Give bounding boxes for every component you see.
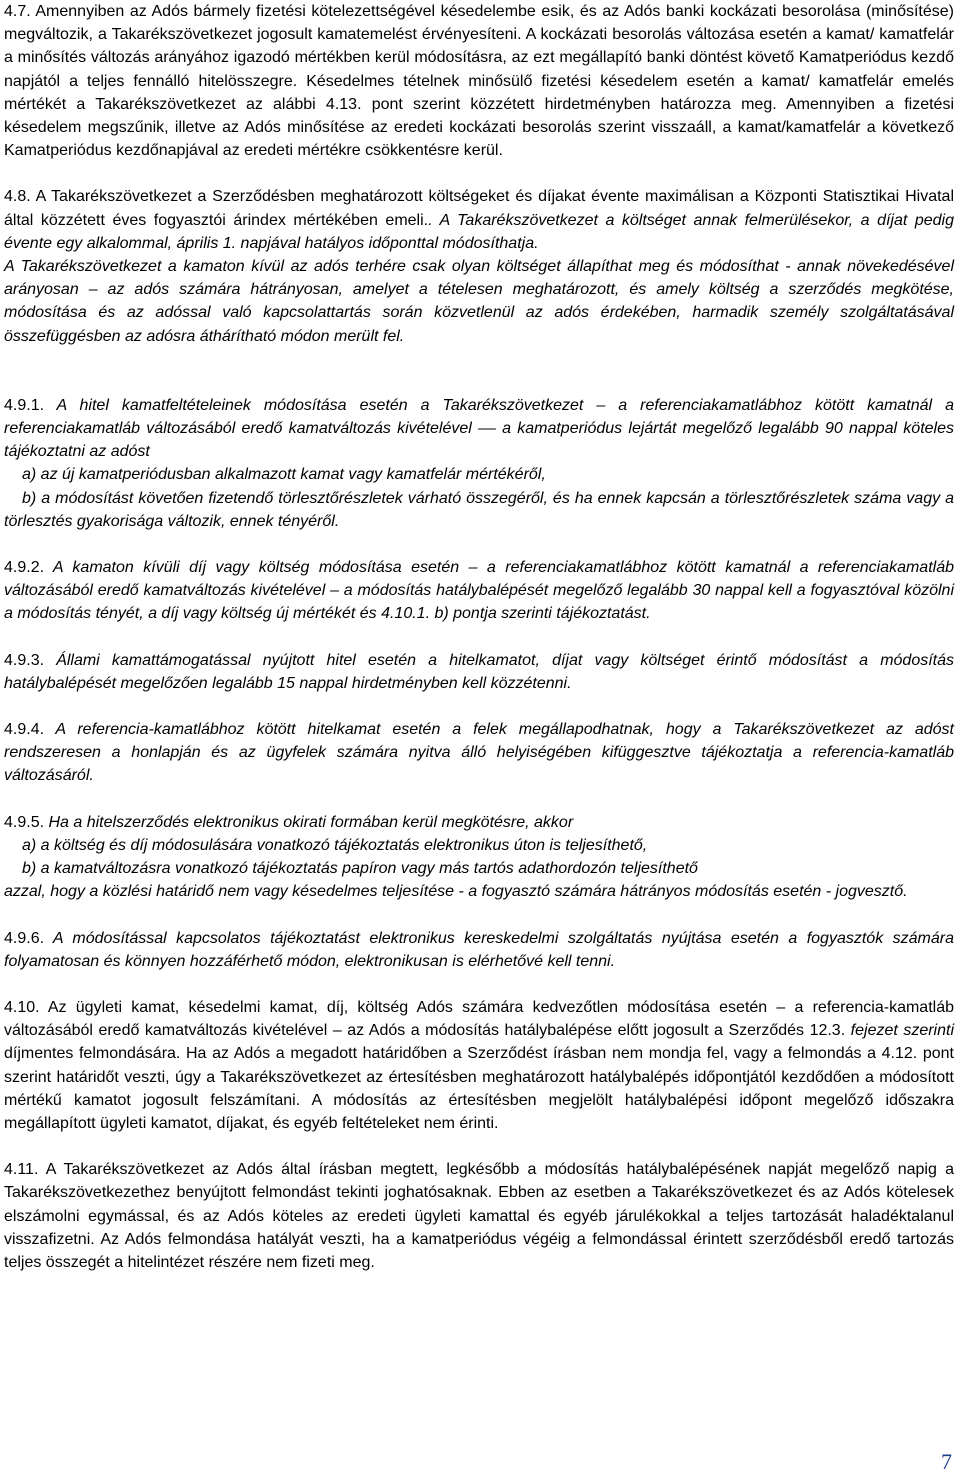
paragraph-4-9-1-item-b: b) a módosítást követően fizetendő törlesztőrészletek várható összegéről, és ha ennek kapcsán a törlesztőrészletek száma vagy a törlesztés gyakorisága változik, ennek tényéről. (4, 489, 954, 530)
paragraph-4-8-text: 4.8. A Takarékszövetkezet a Szerződésben meghatározott költségeket és díjakat évente maximálisan a Központi Statisztikai Hivatal által közzétett éves fogyasztói árindex mértékében emeli. (4, 188, 954, 229)
spacer (4, 973, 954, 996)
paragraph-4-9-5-text: Ha a hitelszerződés elektronikus okirati formában kerül megkötésre, akkor (44, 813, 574, 831)
paragraph-4-7: 4.7. Amennyiben az Adós bármely fizetési kötelezettségével késedelembe esik, és az Adós banki kockázati besorolása (minősítése) megváltozik, a Takarékszövetkezet jogosult kamatemelést érvényesíteni. A kockázati besorolás változása esetén a kamat/ kamatfelár a minősítés változás arányához igazodó mértékben kerül módosításra, az ezt megállapító banki döntést követő Kamatperiódus kezdő napjától a teljes fennálló hitelösszegre. Késedelmes tételnek minősülő fizetési késedelem esetén a kamat/ kamatfelár emelés mértékét a Takarékszövetkezet az alábbi 4.13. pont szerint közzétett hirdetményben határozza meg. Amennyiben a fizetési késedelem megszűnik, illetve az Adós minősítése az eredeti kockázati besorolás szerint visszaáll, a kamat/kamatfelár a következő Kamatperiódus kezdőnapjával az eredeti mértékre csökkentésre kerül. (4, 3, 954, 160)
spacer (4, 626, 954, 649)
spacer (4, 695, 954, 718)
paragraph-4-9-6 (4, 927, 954, 973)
paragraph-4-9-1-number: 4.9.1. (4, 396, 45, 414)
spacer (4, 533, 954, 556)
paragraph-4-8-cost-rule: A Takarékszövetkezet a kamaton kívül az adós terhére csak olyan költséget állapíthat meg és módosíthat - annak növekedésével arányosan – az adós számára hátrányosan, amelyet a tételesen meghatározott, és amely költség a szerződés megkötése, módosítása és az adóssal való kapcsolattartás során közvetlenül az adós érdekében, harmadik személy szolgáltatásával összefüggésben az adósra áthárítható módon merült fel. (4, 258, 954, 345)
spacer (4, 1135, 954, 1158)
paragraph-4-9-4 (4, 718, 954, 788)
paragraph-4-8 (4, 185, 954, 255)
paragraph-4-9-6-number: 4.9.6. (4, 929, 45, 947)
paragraph-4-9-6-text: A módosítással kapcsolatos tájékoztatást elektronikus kereskedelmi szolgáltatás nyújtása esetén a fogyasztók számára folyamatosan és könnyen hozzáférhető módon, elektronikusan is elérhetővé kell tenni. (4, 929, 954, 970)
page-number: 7 (941, 1449, 952, 1474)
paragraph-4-9-3 (4, 649, 954, 695)
paragraph-4-9-2-text: A kamaton kívüli díj vagy költség módosítása esetén – a referenciakamatlábhoz kötött kamatnál a referenciakamatláb változásából eredő kamatváltozás kivételével – a módosítás hatálybalépését megelőző legalább 30 nappal kell a fogyasztóval közölni a módosítás tényét, a díj vagy költség új mértékét és 4.10.1. b) pontja szerinti tájékoztatást. (4, 559, 954, 623)
paragraph-4-9-3-number: 4.9.3. (4, 651, 45, 669)
paragraph-4-9-2-number: 4.9.2. (4, 559, 45, 577)
paragraph-4-8-italic: . A Takarékszövetkezet a költséget annak felmerülésekor, a díjat pedig évente egy alkalommal, április 1. napjával hatályos időponttal módosíthatja. (4, 211, 955, 252)
spacer (4, 348, 954, 394)
paragraph-4-9-4-number: 4.9.4. (4, 721, 45, 739)
paragraph-4-9-5-closing: azzal, hogy a közlési határidő nem vagy késedelmes teljesítése - a fogyasztó számára hátrányos módosítás esetén - jogvesztő. (4, 883, 908, 901)
paragraph-4-10-text-b: díjmentes felmondására. Ha az Adós a megadott határidőben a Szerződést írásban nem mondja fel, vagy a felmondás a 4.12. pont szerint határidőt veszti, úgy a Takarékszövetkezet az értesítésben meghatározott hatálybalépés időpontjától kezdődően a módosított mértékű kamatot jogosult felszámítani. A módosítás az értesítésben megjelölt hatálybalépési időpont megelőző időszakra megállapított ügyleti kamatot, díjakat, és egyéb feltételeket nem érinti. (4, 1045, 954, 1132)
paragraph-4-9-5-number: 4.9.5. (4, 813, 45, 831)
paragraph-4-10-italic: fejezet szerinti (845, 1022, 954, 1040)
paragraph-4-9-5-item-b: b) a kamatváltozásra vonatkozó tájékoztatás papíron vagy más tartós adathordozón teljesíthető (22, 860, 698, 878)
paragraph-4-9-5-item-a: a) a költség és díj módosulására vonatkozó tájékoztatás elektronikus úton is teljesíthető, (22, 836, 648, 854)
spacer (4, 162, 954, 185)
paragraph-4-9-5 (4, 811, 954, 834)
paragraph-4-9-3-text: Állami kamattámogatással nyújtott hitel esetén a hitelkamatot, díjat vagy költséget érintő módosítást a módosítás hatálybalépését megelőzően legalább 15 nappal hirdetményben kell közzétenni. (4, 651, 954, 692)
paragraph-4-11: 4.11. A Takarékszövetkezet az Adós által írásban megtett, legkésőbb a módosítás hatálybalépésének napját megelőző napig a Takarékszövetkezethez benyújtott felmondást tekinti joghatósaknak. Ebben az esetben a Takarékszövetkezet és az Adós kötelesek elszámolni egymással, és az Adós köteles az eredeti ügyleti kamattal és egyéb járulékokkal a teljes tartozását haladéktalanul visszafizetni. Az Adós felmondása hatályát veszti, ha a kamatperiódus végéig a felmondással érintett szerződésből eredő tartozás teljes összegét a hitelintézet részére nem fizeti meg. (4, 1161, 954, 1271)
document-page (4, 0, 954, 1274)
paragraph-4-10 (4, 996, 954, 1135)
paragraph-4-9-1-item-a: a) az új kamatperiódusban alkalmazott kamat vagy kamatfelár mértékéről, (22, 466, 546, 484)
spacer (4, 904, 954, 927)
spacer (4, 788, 954, 811)
paragraph-4-9-1-text: A hitel kamatfeltételeinek módosítása esetén a Takarékszövetkezet – a referenciakamatlábhoz kötött kamatnál a referenciakamatláb változásából eredő kamatváltozás kivételével –– a kamatperiódus lejártát megelőző legalább 90 nappal köteles tájékoztatni az adóst (4, 396, 954, 461)
paragraph-4-9-4-text: A referencia-kamatlábhoz kötött hitelkamat esetén a felek megállapodhatnak, hogy a Takarékszövetkezet az adóst rendszeresen a honlapján és az ügyfelek számára nyitva álló helyiségében kifüggesztve tájékoztatja a referencia-kamatláb változásáról. (4, 721, 954, 785)
paragraph-4-10-text-a: 4.10. Az ügyleti kamat, késedelmi kamat, díj, költség Adós számára kedvezőtlen módosítása esetén – a referencia-kamatláb változásából eredő kamatváltozás kivételével – az Adós a módosítás hatálybalépése előtt jogosult a Szerződés 12.3. (4, 998, 954, 1040)
paragraph-4-9-1 (4, 394, 954, 464)
paragraph-4-9-2 (4, 556, 954, 626)
